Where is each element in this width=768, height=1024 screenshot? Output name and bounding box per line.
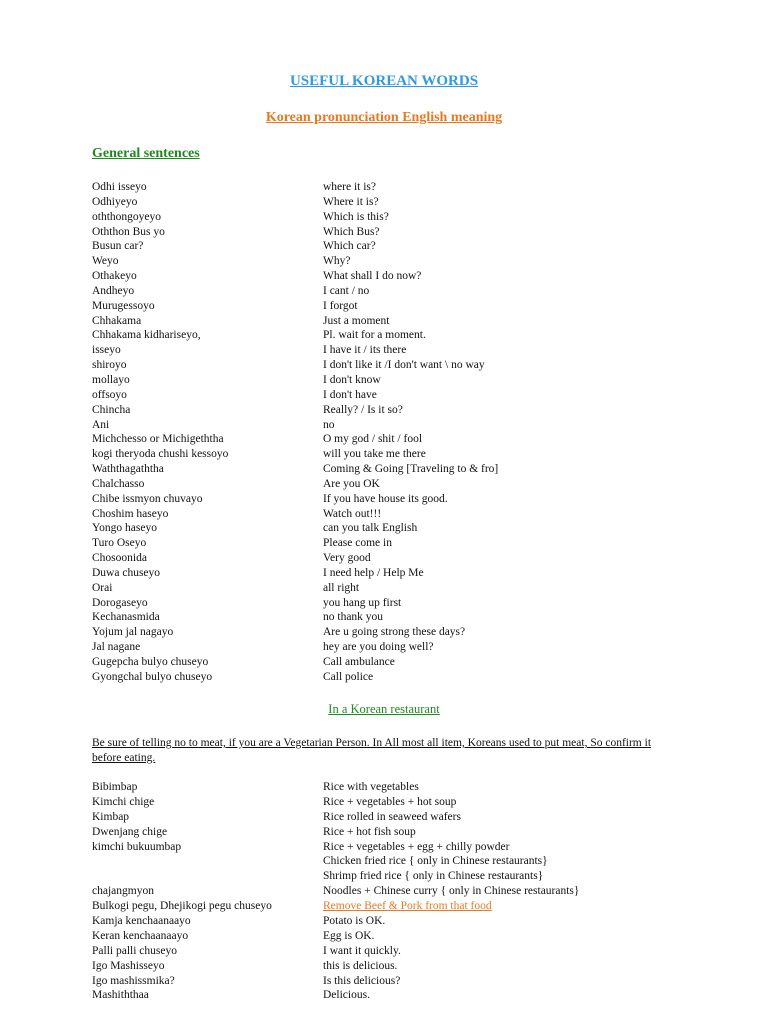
- phrase-row: [0, 388, 768, 403]
- english-meaning: What shall I do now?: [323, 270, 422, 283]
- korean-pronunciation: Gyongchal bulyo chuseyo: [92, 670, 213, 683]
- phrase-row: [0, 180, 768, 195]
- korean-pronunciation: Orai: [92, 581, 113, 594]
- english-meaning: I don't like it /I don't want \ no way: [323, 359, 485, 372]
- english-meaning: I want it quickly.: [323, 944, 401, 957]
- korean-pronunciation: Bibimbap: [92, 781, 138, 793]
- korean-pronunciation: Chhakama: [92, 314, 142, 327]
- phrase-row: [0, 314, 768, 329]
- english-meaning: Please come in: [323, 537, 392, 550]
- phrase-row: [0, 462, 768, 477]
- korean-pronunciation: Michchesso or Michigeththa: [92, 433, 224, 446]
- phrase-row: [0, 974, 768, 989]
- korean-pronunciation: Igo mashissmika?: [92, 974, 175, 987]
- english-meaning: I don't know: [323, 373, 381, 386]
- korean-pronunciation: Yongo haseyo: [92, 522, 157, 535]
- phrase-row: [0, 328, 768, 343]
- english-meaning: I need help / Help Me: [323, 566, 424, 579]
- english-meaning: Rice rolled in seaweed wafers: [323, 810, 461, 823]
- restaurant-phrases-list: [0, 780, 768, 1003]
- korean-pronunciation: oththongoyeyo: [92, 210, 161, 223]
- phrase-row: [0, 373, 768, 388]
- korean-pronunciation: Othakeyo: [92, 270, 137, 283]
- english-meaning: O my god / shit / fool: [323, 433, 423, 446]
- phrase-row: [0, 432, 768, 447]
- korean-pronunciation: Dorogaseyo: [92, 596, 148, 609]
- phrase-row: [0, 795, 768, 810]
- korean-pronunciation: shiroyo: [92, 359, 127, 372]
- phrase-row: [0, 944, 768, 959]
- phrase-row: [0, 959, 768, 974]
- english-meaning: Which car?: [323, 240, 376, 253]
- english-meaning: Are you OK: [323, 477, 380, 490]
- korean-pronunciation: kimchi bukuumbap: [92, 840, 182, 853]
- korean-pronunciation: Andheyo: [92, 284, 135, 297]
- english-meaning: Really? / Is it so?: [323, 403, 403, 416]
- english-meaning: Very good: [323, 552, 371, 565]
- section-heading-general: General sentences: [92, 146, 200, 161]
- korean-pronunciation: Keran kenchaanaayo: [92, 929, 189, 942]
- english-meaning: Why?: [323, 255, 351, 268]
- phrase-row: [0, 566, 768, 581]
- english-meaning: Shrimp fried rice { only in Chinese restaurants}: [323, 870, 544, 883]
- phrase-row: [0, 225, 768, 240]
- english-meaning: Is this delicious?: [323, 974, 401, 987]
- phrase-row: [0, 899, 768, 914]
- korean-pronunciation: chajangmyon: [92, 885, 154, 898]
- english-meaning: can you talk English: [323, 522, 418, 535]
- phrase-row: [0, 840, 768, 855]
- korean-pronunciation: Chhakama kidhariseyo,: [92, 329, 201, 342]
- english-meaning: Watch out!!!: [323, 507, 382, 520]
- korean-pronunciation: Dwenjang chige: [92, 825, 168, 838]
- english-meaning: all right: [323, 581, 360, 594]
- korean-pronunciation: Turo Oseyo: [92, 537, 147, 550]
- english-meaning: Coming & Going [Traveling to & fro]: [323, 463, 499, 476]
- korean-pronunciation: Odhiyeyo: [92, 195, 138, 208]
- english-meaning: hey are you doing well?: [323, 641, 434, 654]
- phrase-row: [0, 195, 768, 210]
- phrase-row: [0, 521, 768, 536]
- english-meaning: Potato is OK.: [323, 915, 386, 928]
- phrase-row: [0, 536, 768, 551]
- phrase-row: [0, 780, 768, 795]
- korean-pronunciation: Kamja kenchaanaayo: [92, 915, 191, 928]
- korean-pronunciation: Gugepcha bulyo chuseyo: [92, 656, 209, 668]
- english-meaning: no: [323, 418, 335, 431]
- section-heading-restaurant: In a Korean restaurant: [328, 702, 440, 716]
- english-meaning: If you have house its good.: [323, 492, 448, 505]
- english-meaning: no thank you: [323, 611, 384, 624]
- english-meaning: I have it / its there: [323, 344, 407, 357]
- korean-pronunciation: Weyo: [92, 255, 119, 268]
- phrase-row: [0, 239, 768, 254]
- english-meaning: Call ambulance: [323, 656, 395, 668]
- korean-pronunciation: Murugessoyo: [92, 299, 155, 312]
- english-meaning: you hang up first: [323, 596, 402, 609]
- phrase-row: [0, 625, 768, 640]
- korean-pronunciation: Odhi isseyo: [92, 181, 147, 193]
- english-meaning: Rice with vegetables: [323, 781, 419, 793]
- phrase-row: [0, 343, 768, 358]
- korean-pronunciation: Yojum jal nagayo: [92, 626, 174, 639]
- phrase-row: [0, 551, 768, 566]
- english-meaning: will you take me there: [323, 448, 426, 461]
- english-meaning: Pl. wait for a moment.: [323, 329, 426, 342]
- korean-pronunciation: Choshim haseyo: [92, 507, 169, 520]
- english-meaning: Where it is?: [323, 195, 379, 208]
- phrase-row: [0, 810, 768, 825]
- korean-pronunciation: Chalchasso: [92, 477, 145, 490]
- phrase-row: [0, 869, 768, 884]
- english-meaning: Rice + vegetables + egg + chilly powder: [323, 840, 510, 853]
- korean-pronunciation: Oththon Bus yo: [92, 225, 165, 238]
- phrase-row: [0, 269, 768, 284]
- phrase-row: [0, 284, 768, 299]
- phrase-row: [0, 655, 768, 670]
- general-sentences-list: [0, 180, 768, 685]
- phrase-row: [0, 477, 768, 492]
- korean-pronunciation: Chincha: [92, 403, 131, 416]
- document-title: USEFUL KOREAN WORDS: [289, 73, 479, 89]
- korean-pronunciation: Chibe issmyon chuvayo: [92, 492, 203, 505]
- korean-pronunciation: Busun car?: [92, 240, 144, 253]
- phrase-row: [0, 988, 768, 1003]
- english-meaning: Which Bus?: [323, 225, 380, 238]
- phrase-row: [0, 210, 768, 225]
- phrase-row: [0, 418, 768, 433]
- phrase-row: [0, 914, 768, 929]
- phrase-row: [0, 581, 768, 596]
- korean-pronunciation: Kimbap: [92, 810, 130, 823]
- korean-pronunciation: Duwa chuseyo: [92, 566, 161, 579]
- korean-pronunciation: Kimchi chige: [92, 795, 155, 808]
- korean-pronunciation: offsoyo: [92, 388, 127, 401]
- korean-pronunciation: Ani: [92, 418, 110, 431]
- english-meaning: Just a moment: [323, 314, 390, 327]
- english-meaning: Rice + hot fish soup: [323, 825, 416, 838]
- korean-pronunciation: isseyo: [92, 344, 121, 357]
- phrase-row: [0, 884, 768, 899]
- korean-pronunciation: Waththagaththa: [92, 463, 164, 476]
- english-meaning: Are u going strong these days?: [323, 626, 466, 639]
- korean-pronunciation: Chosoonida: [92, 552, 147, 565]
- english-meaning: Which is this?: [323, 210, 389, 223]
- english-meaning: I don't have: [323, 388, 377, 401]
- english-meaning: Egg is OK.: [323, 929, 375, 942]
- english-meaning: Call police: [323, 670, 374, 683]
- english-meaning: I cant / no: [323, 284, 370, 297]
- korean-pronunciation: Mashiththaa: [92, 989, 149, 1002]
- english-meaning: I forgot: [323, 299, 358, 312]
- phrase-row: [0, 403, 768, 418]
- vegetarian-note: Be sure of telling no to meat, if you are a Vegetarian Person. In All most all item, Koreans used to put meat, So confirm it before eating.: [92, 737, 652, 764]
- korean-pronunciation: kogi theryoda chushi kessoyo: [92, 448, 229, 461]
- phrase-row: [0, 929, 768, 944]
- korean-pronunciation: Kechanasmida: [92, 611, 160, 624]
- phrase-row: [0, 299, 768, 314]
- phrase-row: [0, 358, 768, 373]
- korean-pronunciation: Jal nagane: [92, 641, 141, 654]
- korean-pronunciation: Palli palli chuseyo: [92, 944, 177, 957]
- phrase-row: [0, 447, 768, 462]
- phrase-row: [0, 854, 768, 869]
- korean-pronunciation: mollayo: [92, 373, 130, 386]
- phrase-row: [0, 825, 768, 840]
- phrase-row: [0, 492, 768, 507]
- phrase-row: [0, 670, 768, 685]
- english-meaning: Chicken fried rice { only in Chinese restaurants}: [323, 855, 548, 868]
- english-meaning: Remove Beef & Pork from that food: [323, 900, 492, 913]
- korean-pronunciation: Igo Mashisseyo: [92, 959, 165, 972]
- english-meaning: this is delicious.: [323, 959, 398, 972]
- english-meaning: Rice + vegetables + hot soup: [323, 795, 457, 808]
- document-subtitle: Korean pronunciation English meaning: [265, 110, 503, 125]
- english-meaning: where it is?: [323, 181, 377, 193]
- phrase-row: [0, 596, 768, 611]
- phrase-row: [0, 507, 768, 522]
- phrase-row: [0, 254, 768, 269]
- korean-pronunciation: Bulkogi pegu, Dhejikogi pegu chuseyo: [92, 900, 272, 913]
- english-meaning: Noodles + Chinese curry { only in Chinese restaurants}: [323, 885, 580, 898]
- phrase-row: [0, 610, 768, 625]
- phrase-row: [0, 640, 768, 655]
- english-meaning: Delicious.: [323, 989, 370, 1002]
